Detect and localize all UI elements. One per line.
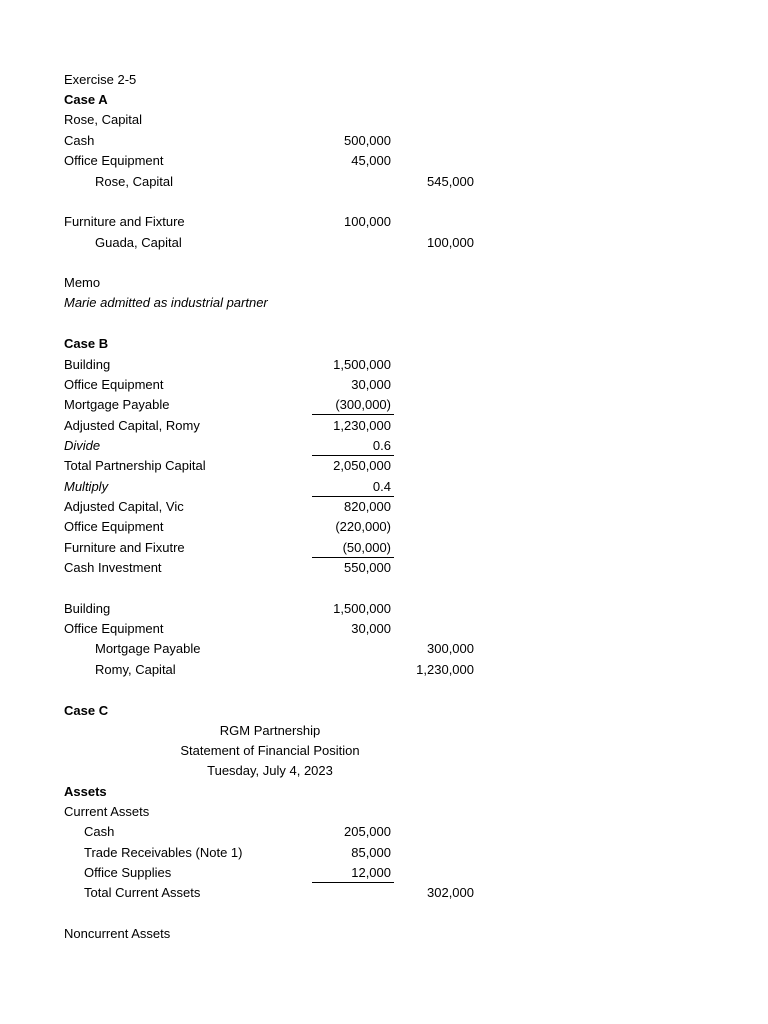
- computation-label: Adjusted Capital, Vic: [64, 499, 184, 514]
- memo-label: Memo: [64, 275, 101, 290]
- statement-date: Tuesday, July 4, 2023: [207, 763, 333, 778]
- debit-amount: 30,000: [351, 621, 391, 636]
- credit-amount: 545,000: [427, 174, 474, 189]
- asset-row: [0, 822, 768, 842]
- case-b-heading: Case B: [64, 336, 109, 351]
- asset-label: Cash: [84, 824, 115, 839]
- company-name-row: [0, 721, 768, 741]
- computation-row: [0, 538, 768, 558]
- computation-row: [0, 395, 768, 415]
- computation-label: Building: [64, 357, 111, 372]
- noncurrent-heading-row: [0, 924, 768, 944]
- case-a-subheading-row: [0, 110, 768, 130]
- journal-row: [0, 233, 768, 253]
- computation-value: (300,000): [335, 397, 391, 412]
- memo-label-row: [0, 273, 768, 293]
- debit-amount: 1,500,000: [333, 601, 391, 616]
- journal-row: [0, 212, 768, 232]
- journal-row: [0, 660, 768, 680]
- case-a-heading: Case A: [64, 92, 108, 107]
- computation-row: [0, 436, 768, 456]
- computation-value: 820,000: [344, 499, 391, 514]
- computation-label: Adjusted Capital, Romy: [64, 418, 200, 433]
- account-label: Romy, Capital: [95, 662, 176, 677]
- account-label: Building: [64, 601, 111, 616]
- computation-label: Furniture and Fixutre: [64, 540, 185, 555]
- journal-row: [0, 639, 768, 659]
- total-current-assets-row: [0, 883, 768, 903]
- computation-value: 0.4: [372, 479, 391, 494]
- statement-title: Statement of Financial Position: [180, 743, 360, 758]
- computation-value: 30,000: [351, 377, 391, 392]
- asset-label: Trade Receivables (Note 1): [84, 845, 243, 860]
- asset-row: [0, 843, 768, 863]
- account-label: Guada, Capital: [95, 235, 182, 250]
- memo-text: Marie admitted as industrial partner: [64, 295, 268, 310]
- computation-label: Divide: [64, 438, 101, 453]
- account-label: Office Equipment: [64, 621, 164, 636]
- journal-row: [0, 599, 768, 619]
- computation-label: Total Partnership Capital: [64, 458, 206, 473]
- memo-text-row: [0, 293, 768, 313]
- computation-label: Mortgage Payable: [64, 397, 170, 412]
- account-label: Office Equipment: [64, 153, 164, 168]
- computation-value: 550,000: [344, 560, 391, 575]
- case-b-heading-row: [0, 334, 768, 354]
- assets-heading-row: [0, 782, 768, 802]
- debit-amount: 100,000: [344, 214, 391, 229]
- computation-label: Office Equipment: [64, 377, 164, 392]
- computation-label: Office Equipment: [64, 519, 164, 534]
- credit-amount: 100,000: [427, 235, 474, 250]
- computation-value: (220,000): [335, 519, 391, 534]
- computation-label: Cash Investment: [64, 560, 162, 575]
- asset-value: 205,000: [344, 824, 391, 839]
- account-label: Furniture and Fixture: [64, 214, 185, 229]
- asset-value: 85,000: [351, 845, 391, 860]
- exercise-title: Exercise 2-5: [64, 72, 137, 87]
- asset-value: 12,000: [351, 865, 391, 880]
- asset-label: Office Supplies: [84, 865, 172, 880]
- journal-row: [0, 131, 768, 151]
- statement-title-row: [0, 741, 768, 761]
- account-label: Rose, Capital: [95, 174, 174, 189]
- case-c-heading-row: [0, 701, 768, 721]
- computation-row: [0, 517, 768, 537]
- computation-value: 1,500,000: [333, 357, 391, 372]
- account-label: Cash: [64, 133, 95, 148]
- case-c-heading: Case C: [64, 703, 109, 718]
- computation-value: 0.6: [372, 438, 391, 453]
- journal-row: [0, 151, 768, 171]
- journal-row: [0, 619, 768, 639]
- computation-row: [0, 355, 768, 375]
- credit-amount: 300,000: [427, 641, 474, 656]
- computation-row: [0, 456, 768, 476]
- statement-date-row: [0, 761, 768, 781]
- total-current-assets-value: 302,000: [427, 885, 474, 900]
- company-name: RGM Partnership: [219, 723, 321, 738]
- computation-value: 2,050,000: [333, 458, 391, 473]
- noncurrent-assets-heading: Noncurrent Assets: [64, 926, 171, 941]
- current-assets-heading: Current Assets: [64, 804, 150, 819]
- current-assets-heading-row: [0, 802, 768, 822]
- computation-row: [0, 558, 768, 578]
- credit-amount: 1,230,000: [416, 662, 474, 677]
- underline-rule: [312, 414, 394, 415]
- computation-row: [0, 416, 768, 436]
- computation-row: [0, 477, 768, 497]
- account-label: Mortgage Payable: [95, 641, 201, 656]
- asset-row: [0, 863, 768, 883]
- exercise-title-row: [0, 70, 768, 90]
- computation-value: (50,000): [342, 540, 391, 555]
- computation-value: 1,230,000: [333, 418, 391, 433]
- debit-amount: 500,000: [344, 133, 391, 148]
- case-a-subheading: Rose, Capital: [64, 112, 143, 127]
- case-a-heading-row: [0, 90, 768, 110]
- journal-row: [0, 172, 768, 192]
- computation-label: Multiply: [64, 479, 109, 494]
- computation-row: [0, 375, 768, 395]
- total-current-assets-label: Total Current Assets: [84, 885, 201, 900]
- debit-amount: 45,000: [351, 153, 391, 168]
- computation-row: [0, 497, 768, 517]
- assets-heading: Assets: [64, 784, 107, 799]
